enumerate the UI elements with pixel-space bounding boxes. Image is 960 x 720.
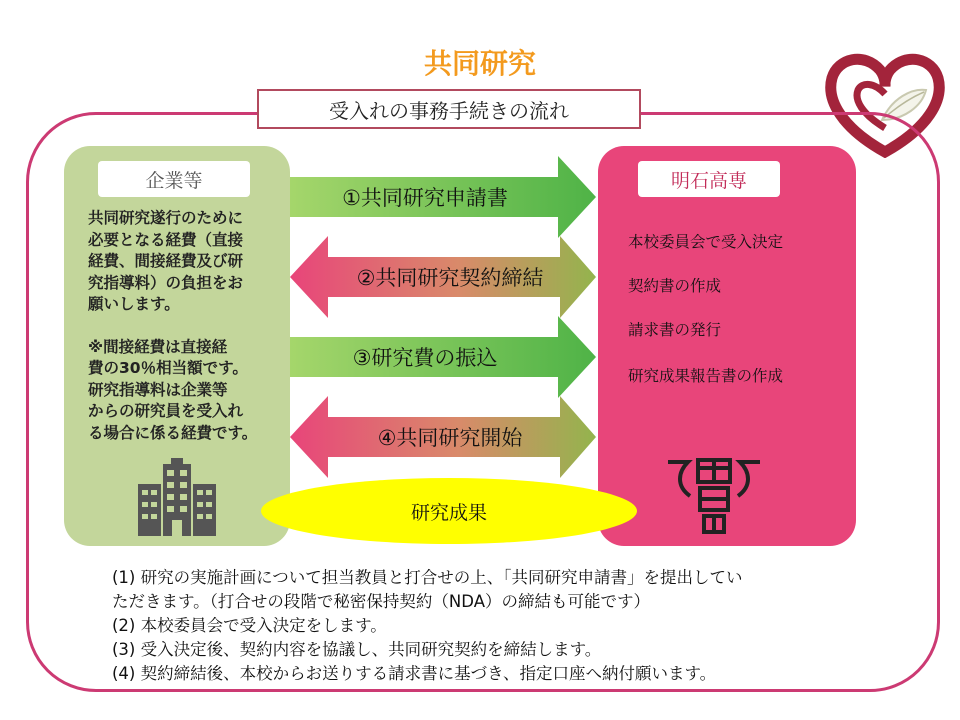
result-ellipse (261, 478, 637, 544)
kosen-item: 研究成果報告書の作成 (628, 367, 784, 385)
kosen-item: 契約書の作成 (628, 277, 722, 295)
result-label: 研究成果 (410, 501, 487, 524)
page-title: 共同研究 (423, 47, 536, 80)
step-3-label: ③研究費の振込 (352, 346, 498, 370)
subtitle: 受入れの事務手続きの流れ (329, 98, 569, 123)
kosen-emblem-icon (664, 456, 764, 536)
note-line: (4) 契約締結後、本校からお送りする請求書に基づき、指定口座へ納付願います。 (112, 664, 717, 683)
kosen-item: 本校委員会で受入決定 (628, 233, 784, 251)
kosen-label: 明石高専 (638, 161, 780, 197)
step-4-label: ④共同研究開始 (377, 426, 523, 450)
kosen-item: 請求書の発行 (628, 321, 722, 339)
company-description-note: ※間接経費は直接経 費の30％相当額です。 研究指導料は企業等 からの研究員を受入れ る場合に係る経費です。 (88, 337, 258, 442)
note-line: (3) 受入決定後、契約内容を協議し、共同研究契約を締結します。 (112, 640, 602, 659)
step-2-label: ②共同研究契約締結 (356, 266, 544, 290)
note-line: ただきます。（打合せの段階で秘密保持契約（NDA）の締結も可能です） (112, 592, 650, 611)
notes (112, 566, 892, 686)
company-label: 企業等 (98, 161, 250, 197)
company-description-main: 共同研究遂行のために 必要となる経費（直接 経費、間接経費及び研 究指導料）の負担をお 願いします。 (88, 209, 244, 313)
step-1-label: ①共同研究申請書 (342, 186, 508, 210)
company-description (88, 208, 288, 444)
note-line: (2) 本校委員会で受入決定をします。 (112, 616, 387, 635)
building-icon (136, 458, 218, 536)
note-line: (1) 研究の実施計画について担当教員と打合せの上、「共同研究申請書」を提出してい (112, 568, 743, 587)
subtitle-box (257, 89, 641, 129)
